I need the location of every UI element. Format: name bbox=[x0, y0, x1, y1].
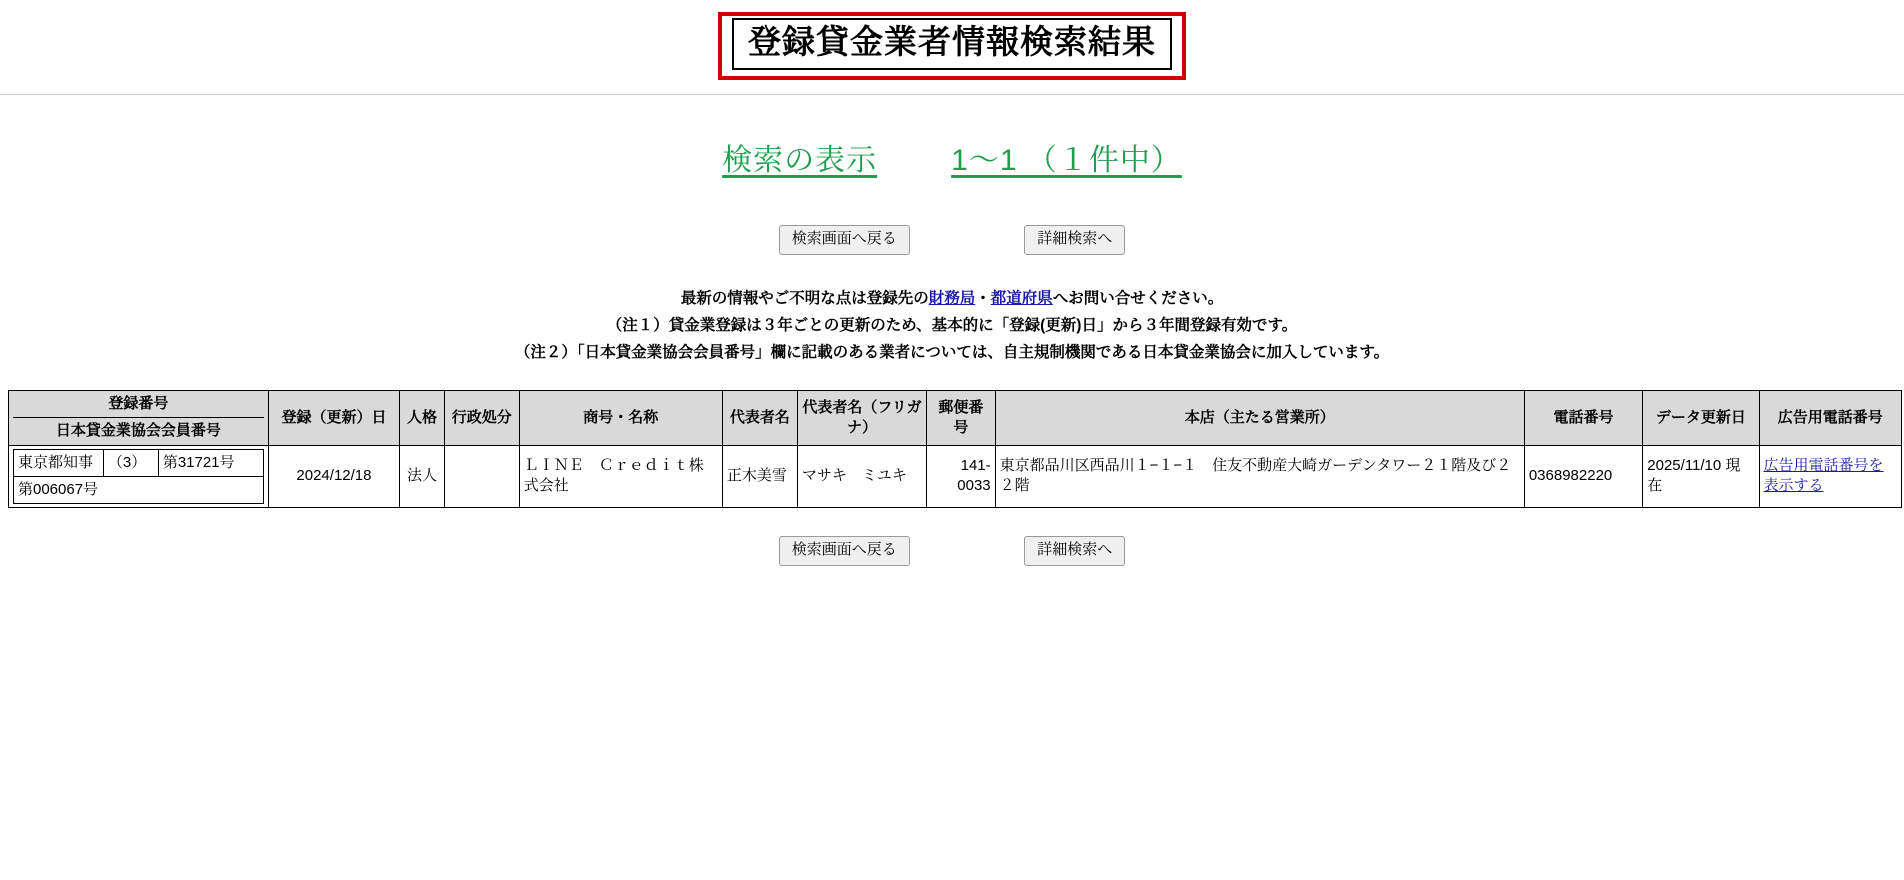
cell-person-type: 法人 bbox=[400, 445, 445, 508]
registration-prefecture: 東京都知事 bbox=[14, 449, 104, 476]
results-table-head bbox=[9, 391, 1902, 446]
bottom-button-row bbox=[0, 536, 1904, 566]
association-member-number: 第006067号 bbox=[14, 476, 264, 503]
registration-renewal-count: （3） bbox=[103, 449, 158, 476]
detail-search-button-top[interactable]: 詳細検索へ bbox=[1024, 225, 1125, 255]
note-line-2: （注１）貸金業登録は３年ごとの更新のため、基本的に「登録(更新)日」から３年間登録有効です。 bbox=[606, 316, 1298, 334]
cell-ad-telephone bbox=[1759, 445, 1901, 508]
page-header bbox=[0, 0, 1904, 80]
results-table bbox=[8, 390, 1902, 508]
col-header-data-updated: データ更新日 bbox=[1643, 391, 1759, 446]
header-divider bbox=[0, 94, 1904, 95]
col-header-regnum-top: 登録番号 bbox=[13, 394, 264, 418]
registration-number: 第31721号 bbox=[158, 449, 263, 476]
top-button-row bbox=[0, 225, 1904, 255]
col-header-ad-telephone: 広告用電話番号 bbox=[1759, 391, 1901, 446]
association-number-row bbox=[14, 476, 264, 503]
col-header-admin-action: 行政処分 bbox=[444, 391, 519, 446]
search-result-heading bbox=[0, 135, 1904, 179]
cell-data-updated: 2025/11/10 現在 bbox=[1643, 445, 1759, 508]
col-header-regnum-bottom: 日本貸金業協会会員番号 bbox=[55, 422, 221, 440]
col-header-registration-number bbox=[9, 391, 269, 446]
col-header-telephone: 電話番号 bbox=[1524, 391, 1642, 446]
note-line-1-pre: 最新の情報やご不明な点は登録先の bbox=[680, 289, 929, 307]
title-inner-frame bbox=[732, 18, 1172, 70]
cell-postal-code: 141-0033 bbox=[927, 445, 995, 508]
detail-search-button-bottom[interactable]: 詳細検索へ bbox=[1024, 536, 1125, 566]
note-line-3: （注２）「日本貸金業協会会員番号」欄に記載のある業者については、自主規制機関である日本貸金業協会に加入しています。 bbox=[514, 344, 1390, 362]
page-title: 登録貸金業者情報検索結果 bbox=[748, 23, 1156, 60]
search-result-range: 1～1 （１件中） bbox=[951, 144, 1182, 178]
cell-representative-kana: マサキ ミユキ bbox=[797, 445, 926, 508]
notes-block bbox=[0, 285, 1904, 366]
table-row bbox=[9, 445, 1902, 508]
back-to-search-button-bottom[interactable]: 検索画面へ戻る bbox=[779, 536, 910, 566]
note-line-1-post: へお問い合せください。 bbox=[1052, 289, 1224, 307]
col-header-head-office: 本店（主たる営業所） bbox=[995, 391, 1524, 446]
prefecture-link[interactable]: 都道府県 bbox=[990, 289, 1053, 307]
cell-representative: 正木美雪 bbox=[722, 445, 797, 508]
search-result-label: 検索の表示 bbox=[722, 144, 878, 178]
note-line-1-mid: ・ bbox=[975, 289, 991, 307]
show-ad-telephone-link[interactable]: 広告用電話番号を表示する bbox=[1763, 457, 1884, 495]
col-header-person-type: 人格 bbox=[400, 391, 445, 446]
col-header-date: 登録（更新）日 bbox=[268, 391, 399, 446]
registration-number-subtable bbox=[13, 449, 264, 505]
table-header-row bbox=[9, 391, 1902, 446]
finance-bureau-link[interactable]: 財務局 bbox=[928, 289, 976, 307]
col-header-representative-kana: 代表者名（フリガナ） bbox=[797, 391, 926, 446]
cell-telephone: 0368982220 bbox=[1524, 445, 1642, 508]
cell-registration-date: 2024/12/18 bbox=[268, 445, 399, 508]
cell-admin-action bbox=[444, 445, 519, 508]
cell-registration-number bbox=[9, 445, 269, 508]
col-header-postal-code: 郵便番号 bbox=[927, 391, 995, 446]
cell-company-name: ＬＩＮＥ Ｃｒｅｄｉｔ株式会社 bbox=[519, 445, 722, 508]
cell-head-office-address: 東京都品川区西品川１−１−１ 住友不動産大崎ガーデンタワー２１階及び２２階 bbox=[995, 445, 1524, 508]
title-outer-frame bbox=[718, 12, 1186, 80]
results-table-body bbox=[9, 445, 1902, 508]
back-to-search-button-top[interactable]: 検索画面へ戻る bbox=[779, 225, 910, 255]
col-header-representative: 代表者名 bbox=[722, 391, 797, 446]
registration-number-row bbox=[14, 449, 264, 476]
col-header-company-name: 商号・名称 bbox=[519, 391, 722, 446]
note-line-1 bbox=[0, 285, 1904, 312]
results-table-wrap bbox=[8, 390, 1896, 508]
